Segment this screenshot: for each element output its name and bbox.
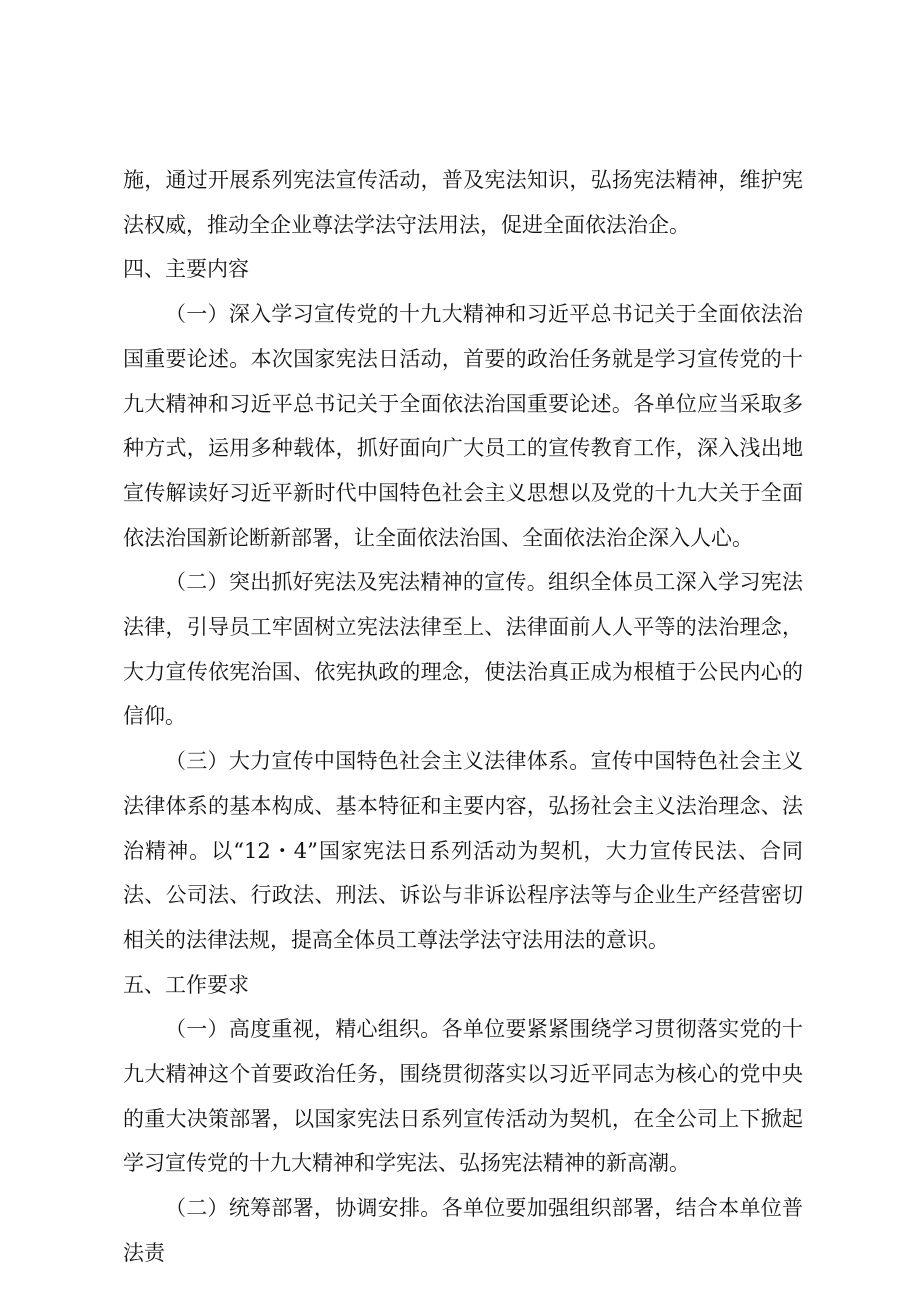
document-body <box>123 158 803 1276</box>
paragraph-intro-continuation: 施，通过开展系列宪法宣传活动，普及宪法知识，弘扬宪法精神，维护宪法权威，推动全企业尊法学法守法用法，促进全面依法治企。 <box>123 168 803 237</box>
paragraph-item-1: （一）深入学习宣传党的十九大精神和习近平总书记关于全面依法治国重要论述。本次国家宪法日活动，首要的政治任务就是学习宣传党的十九大精神和习近平总书记关于全面依法治国重要论述。各单位应当采取多种方式，运用多种载体，抓好面向广大员工的宣传教育工作，深入浅出地宣传解读好习近平新时代中国特色社会主义思想以及党的十九大关于全面依法治国新论断新部署，让全面依法治国、全面依法治企深入人心。 <box>123 302 803 550</box>
paragraph-requirement-2: （二）统筹部署，协调安排。各单位要加强组织部署，结合本单位普法责 <box>123 1196 803 1265</box>
paragraph-item-3: （三）大力宣传中国特色社会主义法律体系。宣传中国特色社会主义法律体系的基本构成、基本特征和主要内容，弘扬社会主义法治理念、法治精神。以“12・4”国家宪法日系列活动为契机，大力宣传民法、合同法、公司法、行政法、刑法、诉讼与非诉讼程序法等与企业生产经营密切相关的法律法规，提高全体员工尊法学法守法用法的意识。 <box>123 749 803 952</box>
section-heading-work-requirements: 五、工作要求 <box>123 972 249 997</box>
section-heading-main-content: 四、主要内容 <box>123 257 249 282</box>
paragraph-requirement-1: （一）高度重视，精心组织。各单位要紧紧围绕学习贯彻落实党的十九大精神这个首要政治任务，围绕贯彻落实以习近平同志为核心的党中央的重大决策部署，以国家宪法日系列宣传活动为契机，在全公司上下掀起学习宣传党的十九大精神和学宪法、弘扬宪法精神的新高潮。 <box>123 1017 803 1176</box>
paragraph-item-2: （二）突出抓好宪法及宪法精神的宣传。组织全体员工深入学习宪法法律，引导员工牢固树立宪法法律至上、法律面前人人平等的法治理念，大力宣传依宪治国、依宪执政的理念，使法治真正成为根植于公民内心的信仰。 <box>123 570 803 729</box>
